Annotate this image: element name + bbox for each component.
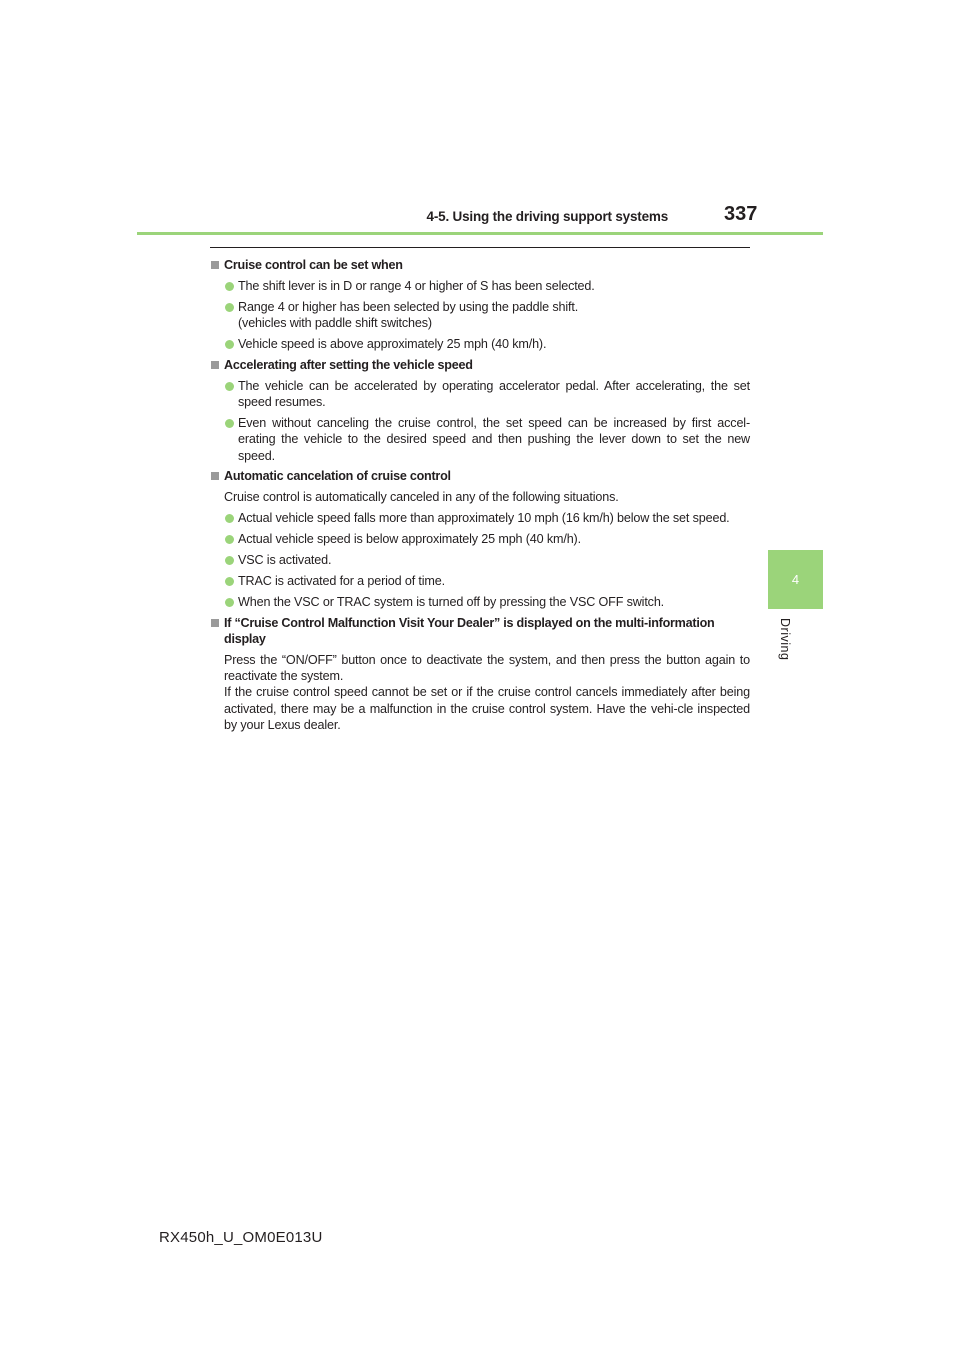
- chapter-tab: [768, 550, 823, 609]
- square-bullet-icon: [211, 472, 219, 480]
- section-heading: Automatic cancelation of cruise control: [210, 468, 750, 484]
- list-item: VSC is activated.: [210, 552, 750, 568]
- list-item: Vehicle speed is above approximately 25 mph (40 km/h).: [210, 336, 750, 352]
- list-item: Even without canceling the cruise control, the set speed can be increased by first accel-erating the vehicle to the desired speed and then pushing the lever down to set the new speed.: [210, 415, 750, 464]
- section-heading: If “Cruise Control Malfunction Visit Your Dealer” is displayed on the multi-information display: [210, 615, 750, 648]
- page-number: 337: [724, 203, 758, 225]
- circle-bullet-icon: [225, 556, 234, 565]
- circle-bullet-icon: [225, 382, 234, 391]
- section-heading: Cruise control can be set when: [210, 257, 750, 273]
- chapter-tab-label: Driving: [778, 618, 792, 661]
- chapter-title: 4-5. Using the driving support systems: [426, 209, 668, 224]
- circle-bullet-icon: [225, 514, 234, 523]
- section-malfunction-message: [210, 615, 750, 734]
- paragraph: Press the “ON/OFF” button once to deactivate the system, and then press the button again to reactivate the system.: [224, 652, 750, 684]
- header-rule: [137, 232, 823, 235]
- list-item: The shift lever is in D or range 4 or higher of S has been selected.: [210, 278, 750, 294]
- section-accelerating: [210, 357, 750, 464]
- content-rule: [210, 247, 750, 248]
- square-bullet-icon: [211, 619, 219, 627]
- list-item: Range 4 or higher has been selected by using the paddle shift. (vehicles with paddle shift switches): [210, 299, 750, 332]
- paragraph: Cruise control is automatically canceled in any of the following situations.: [224, 490, 619, 505]
- circle-bullet-icon: [225, 535, 234, 544]
- section-cruise-set-conditions: [210, 257, 750, 352]
- circle-bullet-icon: [225, 598, 234, 607]
- list-item: When the VSC or TRAC system is turned off by pressing the VSC OFF switch.: [210, 594, 750, 610]
- circle-bullet-icon: [225, 419, 234, 428]
- section-automatic-cancelation: [210, 468, 750, 610]
- paragraph: If the cruise control speed cannot be set or if the cruise control cancels immediately after being activated, there may be a malfunction in the cruise control system. Have the vehi-cle inspected by your Lexus dealer.: [224, 685, 750, 733]
- circle-bullet-icon: [225, 303, 234, 312]
- circle-bullet-icon: [225, 577, 234, 586]
- list-item: Actual vehicle speed falls more than approximately 10 mph (16 km/h) below the set speed.: [210, 510, 750, 526]
- list-item: TRAC is activated for a period of time.: [210, 573, 750, 589]
- square-bullet-icon: [211, 261, 219, 269]
- circle-bullet-icon: [225, 340, 234, 349]
- chapter-tab-number: 4: [791, 572, 800, 587]
- page-content: [210, 257, 750, 738]
- document-code: RX450h_U_OM0E013U: [159, 1229, 323, 1246]
- list-item: Actual vehicle speed is below approximately 25 mph (40 km/h).: [210, 531, 750, 547]
- list-item: The vehicle can be accelerated by operating accelerator pedal. After accelerating, the set speed resumes.: [210, 378, 750, 411]
- circle-bullet-icon: [225, 282, 234, 291]
- square-bullet-icon: [211, 361, 219, 369]
- section-heading: Accelerating after setting the vehicle speed: [210, 357, 750, 373]
